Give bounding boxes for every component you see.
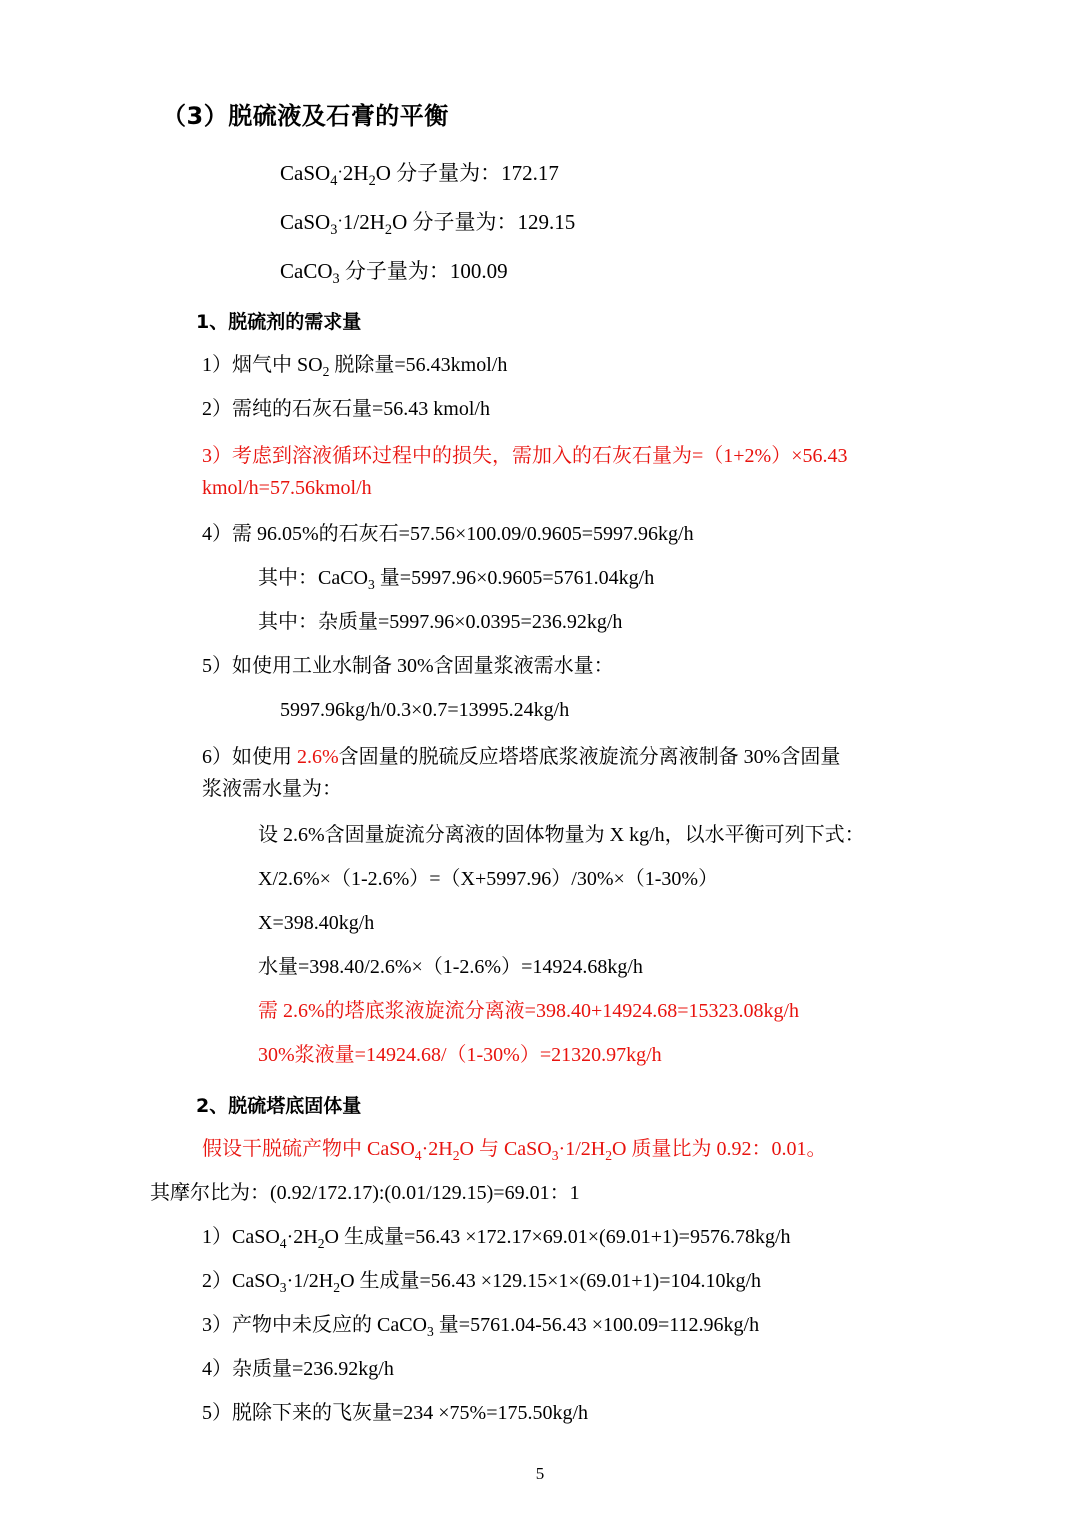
formula-text: CaSO <box>280 161 331 185</box>
section-1-item-5-calc: 5997.96kg/h/0.3×0.7=13995.24kg/h <box>280 699 570 721</box>
formula-dot: · <box>337 210 343 230</box>
formula-mid: 1/2H <box>342 210 385 234</box>
item-subscript-2: 2 <box>333 1280 341 1295</box>
assumption-sub-2: 2 <box>452 1148 460 1163</box>
section-1-item-4-sub-2: 其中：杂质量=5997.96×0.0395=236.92kg/h <box>258 611 623 633</box>
item-text-c: O 生成量=56.43 ×129.15×1×(69.01+1)=104.10kg/h <box>340 1270 762 1292</box>
assumption-sub-3: 3 <box>551 1148 559 1163</box>
formula-text: CaSO <box>280 210 331 234</box>
formula-subscript: 3 <box>332 271 340 288</box>
section-2-item-3 <box>202 1312 930 1339</box>
assumption-e: O 质量比为 0.92：0.01。 <box>612 1138 827 1160</box>
section-1-item-5: 5）如使用工业水制备 30%含固量浆液需水量： <box>202 655 614 677</box>
item-text-b: 脱除量=56.43kmol/h <box>329 354 508 376</box>
assumption-c: O 与 CaSO <box>459 1138 552 1160</box>
item-text-pre: 6）如使用 <box>202 746 297 768</box>
item-text-a: 3）产物中未反应的 CaCO <box>202 1314 427 1336</box>
assumption-sub-1: 4 <box>414 1148 422 1163</box>
item-text-a: 2）CaSO <box>202 1270 280 1292</box>
item-subscript-1: 3 <box>279 1280 287 1295</box>
item-text-a: 4）杂质量=236.92kg/h <box>202 1358 394 1380</box>
formula-suffix: O 分子量为：129.15 <box>392 210 576 234</box>
molecular-weight-line-1 <box>280 157 930 190</box>
formula-dot: · <box>337 161 343 181</box>
section-2-item-4 <box>202 1356 930 1383</box>
section-1-title: 1、脱硫剂的需求量 <box>196 311 362 333</box>
formula-subscript: 3 <box>330 222 338 239</box>
item-text-a: 1）烟气中 SO <box>202 354 323 376</box>
item-line-2: kmol/h=57.56kmol/h <box>202 477 372 499</box>
formula-suffix: O 分子量为：172.17 <box>375 161 559 185</box>
section-2-item-1 <box>202 1224 930 1251</box>
item-text-red: 2.6% <box>297 746 339 768</box>
assumption-sub-4: 2 <box>605 1148 612 1163</box>
section-2-molar-ratio: 其摩尔比为：(0.92/172.17):(0.01/129.15)=69.01：1 <box>150 1182 580 1204</box>
formula-subscript-2: 2 <box>384 222 393 239</box>
section-1-item-6-red-1: 需 2.6%的塔底浆液旋流分离液=398.40+14924.68=15323.08kg/h <box>258 1000 800 1022</box>
item-line-1 <box>202 741 930 773</box>
page-title: （3）脱硫液及石膏的平衡 <box>162 102 449 130</box>
section-2-assumption <box>202 1136 930 1163</box>
section-2-item-2 <box>202 1268 930 1295</box>
formula-text: CaCO <box>280 259 333 283</box>
assumption-b: ·2H <box>421 1138 453 1160</box>
assumption-a: 假设干脱硫产物中 CaSO <box>202 1138 415 1160</box>
item-text-b: ·1/2H <box>286 1270 334 1292</box>
item-line-1: 3）考虑到溶液循环过程中的损失，需加入的石灰石量为=（1+2%）×56.43 <box>202 445 848 467</box>
formula-subscript: 4 <box>330 173 338 190</box>
section-1-item-2 <box>202 396 930 423</box>
item-text-c: 量=5761.04-56.43 ×100.09=112.96kg/h <box>433 1314 760 1336</box>
section-1-item-6 <box>202 741 930 805</box>
item-text-b: ·2H <box>286 1226 318 1248</box>
section-1-item-6-calc-3: X=398.40kg/h <box>258 912 375 934</box>
item-subscript-1: 4 <box>279 1236 287 1251</box>
section-1-item-6-calc-4: 水量=398.40/2.6%×（1-2.6%）=14924.68kg/h <box>258 956 643 978</box>
formula-subscript-2: 2 <box>368 173 376 190</box>
item-subscript: 2 <box>322 364 330 379</box>
item-subscript-1: 3 <box>427 1324 434 1339</box>
item-text-post: 含固量的脱硫反应塔塔底浆液旋流分离液制备 30%含固量 <box>338 746 841 768</box>
section-2-title: 2、脱硫塔底固体量 <box>196 1095 362 1117</box>
section-1-item-6-calc-2: X/2.6%×（1-2.6%）=（X+5997.96）/30%×（1-30%） <box>258 868 719 890</box>
section-1-item-6-calc-1: 设 2.6%含固量旋流分离液的固体物量为 X kg/h，以水平衡可列下式： <box>258 824 865 846</box>
item-subscript: 3 <box>368 577 375 592</box>
page-number: 5 <box>535 1464 545 1483</box>
formula-suffix: 分子量为：100.09 <box>339 259 508 283</box>
item-text-a: 1）CaSO <box>202 1226 280 1248</box>
item-line-2: 浆液需水量为： <box>202 778 342 800</box>
molecular-weight-line-2 <box>280 206 930 239</box>
section-1-item-6-red-2: 30%浆液量=14924.68/（1-30%）=21320.97kg/h <box>258 1044 662 1066</box>
item-text-a: 其中：CaCO <box>258 567 368 589</box>
section-1-item-4: 4）需 96.05%的石灰石=57.56×100.09/0.9605=5997.96kg/h <box>202 523 694 545</box>
item-text-a: 2）需纯的石灰石量=56.43 kmol/h <box>202 398 490 420</box>
section-1-item-3 <box>202 440 930 504</box>
section-1-item-4-sub-1 <box>258 565 930 592</box>
section-2-item-5 <box>202 1400 930 1427</box>
item-text-a: 5）脱除下来的飞灰量=234 ×75%=175.50kg/h <box>202 1402 589 1424</box>
assumption-d: ·1/2H <box>558 1138 606 1160</box>
molecular-weight-line-3 <box>280 255 930 288</box>
item-text-c: O 生成量=56.43 ×172.17×69.01×(69.01+1)=9576.78kg/h <box>324 1226 791 1248</box>
item-text-b: 量=5997.96×0.9605=5761.04kg/h <box>374 567 655 589</box>
formula-mid: 2H <box>342 161 369 185</box>
section-1-item-1 <box>202 352 930 379</box>
item-subscript-2: 2 <box>317 1236 325 1251</box>
